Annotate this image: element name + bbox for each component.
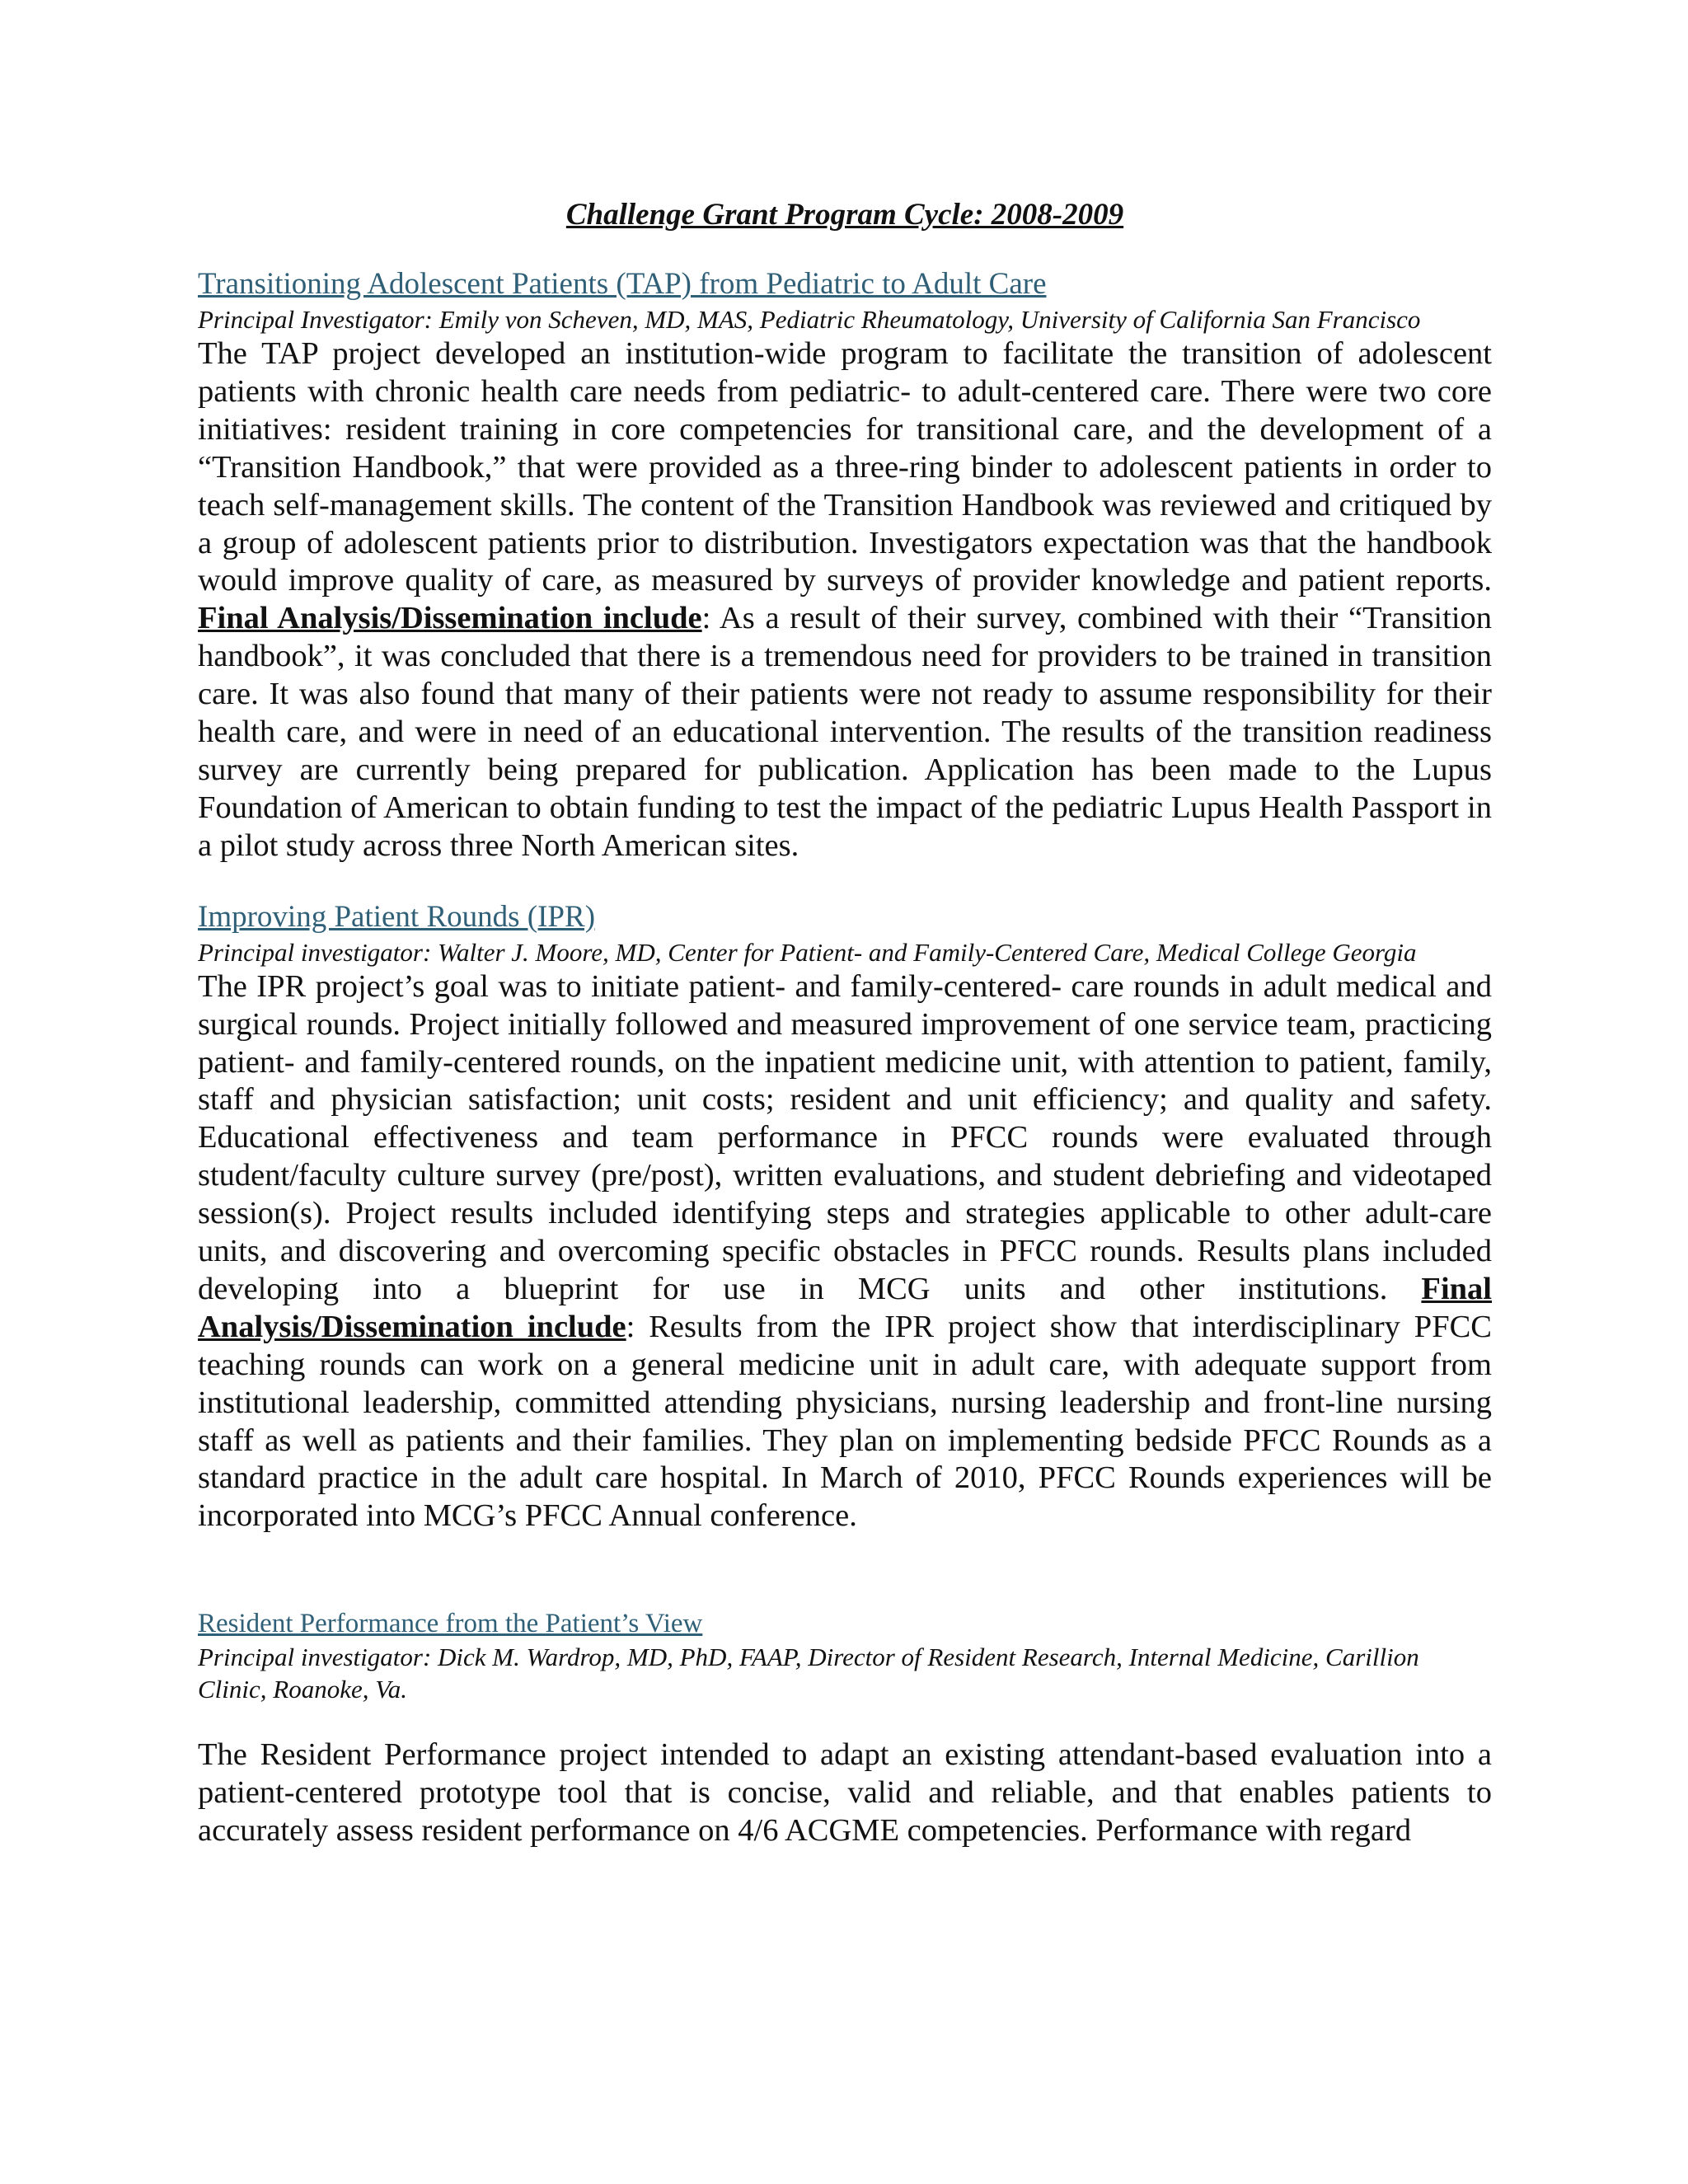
dissemination-label: Final Analysis/Dissemination include: [198, 601, 702, 636]
principal-investigator: Principal investigator: Dick M. Wardrop, MD, PhD, FAAP, Director of Resident Research, Internal Medicine, Carillion Clinic, Roanoke, Va.: [198, 1643, 1419, 1704]
body-text-part: : Results from the IPR project show that interdisciplinary PFCC teaching rounds can work on a general medicine unit in adult care, with adequate support from institutional leadership, committed attending physicians, nursing leadership and front-line nursing staff as well as patients and their families. They plan on implementing bedside PFCC Rounds as a standard practice in the adult care hospital. In March of 2010, PFCC Rounds experiences will be incorporated into MCG’s PFCC Annual conference.: [198, 1309, 1492, 1534]
section-resident-performance: [198, 1606, 1492, 1850]
section-body: [198, 968, 1492, 1536]
section-title-link[interactable]: Improving Patient Rounds (IPR): [198, 899, 596, 934]
section-ipr: [198, 898, 1492, 1536]
document-title: Challenge Grant Program Cycle: 2008-2009: [565, 198, 1124, 232]
document-page: [198, 194, 1492, 1850]
principal-investigator: Principal Investigator: Emily von Scheven, MD, MAS, Pediatric Rheumatology, University of California San Francisco: [198, 305, 1421, 334]
principal-investigator: Principal investigator: Walter J. Moore, MD, Center for Patient- and Family-Centered Care, Medical College Georgia: [198, 937, 1417, 967]
section-body: [198, 335, 1492, 865]
body-text-part: The IPR project’s goal was to initiate patient- and family-centered- care rounds in adult medical and surgical rounds. Project initially followed and measured improvement of one service team, practicing patient- and family-centered rounds, on the inpatient medicine unit, with attention to patient, family, staff and physician satisfaction; unit costs; resident and unit efficiency; and quality and safety. Educational effectiveness and team performance in PFCC rounds were evaluated through student/faculty culture survey (pre/post), written evaluations, and student debriefing and videotaped session(s). Project results included identifying steps and strategies applicable to other adult-care units, and discovering and overcoming specific obstacles in PFCC rounds. Results plans included developing into a blueprint for use in MCG units and other institutions.: [198, 968, 1492, 1306]
section-title-link[interactable]: Resident Performance from the Patient’s View: [198, 1609, 703, 1639]
body-text-part: : As a result of their survey, combined with their “Transition handbook”, it was concluded that there is a tremendous need for providers to be trained in transition care. It was also found that many of their patients were not ready to assume responsibility for their health care, and were in need of an educational intervention. The results of the transition readiness survey are currently being prepared for publication. Application has been made to the Lupus Foundation of American to obtain funding to test the impact of the pediatric Lupus Health Passport in a pilot study across three North American sites.: [198, 601, 1493, 863]
section-body: [198, 1736, 1492, 1850]
dissemination-label: Final Analysis/Dissemination include: [198, 1271, 1492, 1344]
body-text-part: The Resident Performance project intended to adapt an existing attendant-based evaluation into a patient-centered prototype tool that is concise, valid and reliable, and that enables patients to accurately assess resident performance on 4/6 ACGME competencies. Performance with regard: [198, 1737, 1492, 1849]
section-title-link[interactable]: Transitioning Adolescent Patients (TAP) from Pediatric to Adult Care: [198, 267, 1047, 301]
body-text-part: The TAP project developed an institution-wide program to facilitate the transition of adolescent patients with chronic health care needs from pediatric- to adult-centered care. There were two core initiatives: resident training in core competencies for transitional care, and the development of a “Transition Handbook,” that were provided as a three-ring binder to adolescent patients in order to teach self-management skills. The content of the Transition Handbook was reviewed and critiqued by a group of adolescent patients prior to distribution. Investigators expectation was that the handbook would improve quality of care, as measured by surveys of provider knowledge and patient reports.: [198, 336, 1492, 598]
section-tap: [198, 265, 1492, 865]
